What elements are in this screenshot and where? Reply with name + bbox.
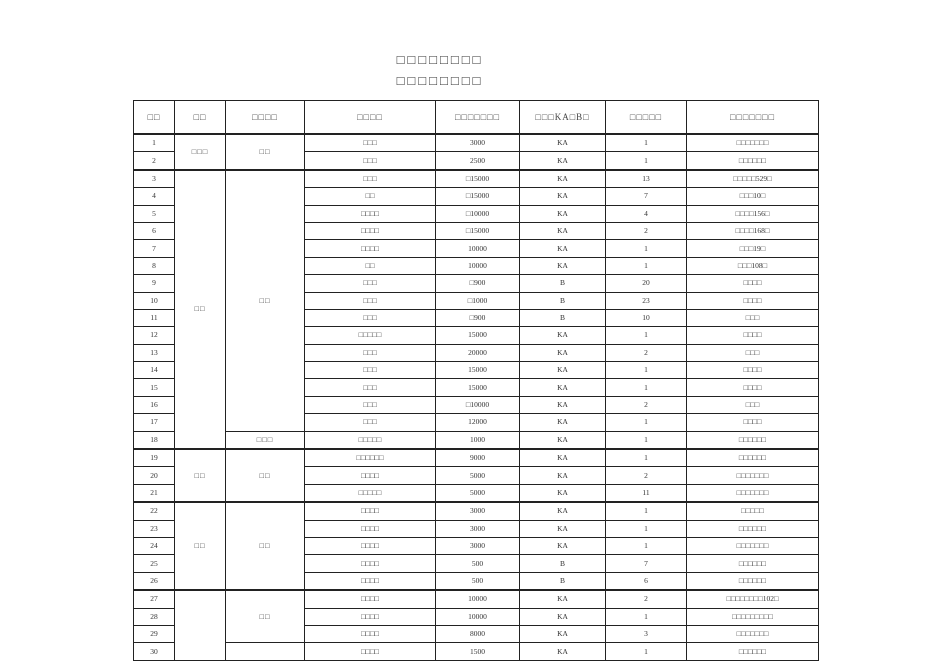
type-cell: □□ bbox=[226, 590, 305, 643]
name-cell: □□□□ bbox=[305, 537, 436, 554]
grade-cell: KA bbox=[520, 625, 606, 642]
note-cell: □□□□ bbox=[687, 362, 819, 379]
table-row bbox=[134, 134, 819, 152]
amount-cell: 9000 bbox=[436, 449, 520, 467]
table-row bbox=[134, 643, 819, 660]
name-cell: □□□□ bbox=[305, 643, 436, 660]
row-number-cell: 16 bbox=[134, 396, 175, 413]
table-row bbox=[134, 590, 819, 608]
count-cell: 4 bbox=[606, 205, 687, 222]
note-cell: □□□□□□ bbox=[687, 520, 819, 537]
amount-cell: 3000 bbox=[436, 520, 520, 537]
note-cell: □□□ bbox=[687, 396, 819, 413]
row-number-cell: 25 bbox=[134, 555, 175, 572]
region-cell: □□ bbox=[175, 502, 226, 590]
name-cell: □□□□ bbox=[305, 520, 436, 537]
note-cell: □□□□□ bbox=[687, 502, 819, 520]
amount-cell: □900 bbox=[436, 275, 520, 292]
row-number-cell: 29 bbox=[134, 625, 175, 642]
amount-cell: 1500 bbox=[436, 643, 520, 660]
grade-cell: B bbox=[520, 555, 606, 572]
grade-cell: KA bbox=[520, 152, 606, 170]
count-cell: 1 bbox=[606, 431, 687, 449]
note-cell: □□□□ bbox=[687, 379, 819, 396]
amount-cell: 3000 bbox=[436, 502, 520, 520]
note-cell: □□□19□ bbox=[687, 240, 819, 257]
grade-cell: KA bbox=[520, 590, 606, 608]
amount-cell: 5000 bbox=[436, 467, 520, 484]
count-cell: 20 bbox=[606, 275, 687, 292]
grade-cell: KA bbox=[520, 222, 606, 239]
row-number-cell: 30 bbox=[134, 643, 175, 660]
name-cell: □□□ bbox=[305, 309, 436, 326]
row-number-cell: 4 bbox=[134, 188, 175, 205]
count-cell: 1 bbox=[606, 152, 687, 170]
grade-cell: KA bbox=[520, 362, 606, 379]
row-number-cell: 19 bbox=[134, 449, 175, 467]
grade-cell: KA bbox=[520, 327, 606, 344]
region-cell: □□ bbox=[175, 170, 226, 449]
grade-cell: KA bbox=[520, 537, 606, 554]
count-cell: 6 bbox=[606, 572, 687, 590]
count-cell: 3 bbox=[606, 625, 687, 642]
amount-cell: 15000 bbox=[436, 379, 520, 396]
count-cell: 2 bbox=[606, 222, 687, 239]
name-cell: □□□ bbox=[305, 170, 436, 188]
amount-cell: □10000 bbox=[436, 205, 520, 222]
count-cell: 1 bbox=[606, 449, 687, 467]
region-cell: □□□ bbox=[175, 134, 226, 170]
note-cell: □□□□□□ bbox=[687, 152, 819, 170]
amount-cell: 10000 bbox=[436, 590, 520, 608]
row-number-cell: 2 bbox=[134, 152, 175, 170]
row-number-cell: 10 bbox=[134, 292, 175, 309]
grade-cell: KA bbox=[520, 344, 606, 361]
table-body bbox=[134, 134, 819, 660]
count-cell: 1 bbox=[606, 257, 687, 274]
table-row bbox=[134, 449, 819, 467]
row-number-cell: 6 bbox=[134, 222, 175, 239]
row-number-cell: 23 bbox=[134, 520, 175, 537]
grade-cell: KA bbox=[520, 257, 606, 274]
count-cell: 1 bbox=[606, 537, 687, 554]
note-cell: □□□□ bbox=[687, 275, 819, 292]
note-cell: □□□□ bbox=[687, 414, 819, 431]
amount-cell: 12000 bbox=[436, 414, 520, 431]
type-cell: □□□ bbox=[226, 431, 305, 449]
column-header: □□□□□ bbox=[606, 101, 687, 135]
row-number-cell: 1 bbox=[134, 134, 175, 152]
row-number-cell: 8 bbox=[134, 257, 175, 274]
count-cell: 1 bbox=[606, 608, 687, 625]
type-cell: □□ bbox=[226, 449, 305, 502]
row-number-cell: 28 bbox=[134, 608, 175, 625]
name-cell: □□ bbox=[305, 188, 436, 205]
type-cell: □□ bbox=[226, 502, 305, 590]
note-cell: □□□108□ bbox=[687, 257, 819, 274]
amount-cell: 20000 bbox=[436, 344, 520, 361]
name-cell: □□□□ bbox=[305, 240, 436, 257]
row-number-cell: 5 bbox=[134, 205, 175, 222]
column-header: □□□□ bbox=[226, 101, 305, 135]
table-header-row bbox=[134, 101, 819, 135]
count-cell: 1 bbox=[606, 414, 687, 431]
amount-cell: 10000 bbox=[436, 608, 520, 625]
note-cell: □□□□□□□ bbox=[687, 467, 819, 484]
grade-cell: KA bbox=[520, 502, 606, 520]
grade-cell: KA bbox=[520, 484, 606, 502]
count-cell: 1 bbox=[606, 134, 687, 152]
name-cell: □□□ bbox=[305, 362, 436, 379]
table-row bbox=[134, 431, 819, 449]
count-cell: 1 bbox=[606, 502, 687, 520]
name-cell: □□ bbox=[305, 257, 436, 274]
row-number-cell: 14 bbox=[134, 362, 175, 379]
name-cell: □□□□ bbox=[305, 608, 436, 625]
count-cell: 1 bbox=[606, 362, 687, 379]
count-cell: 7 bbox=[606, 188, 687, 205]
name-cell: □□□ bbox=[305, 379, 436, 396]
name-cell: □□□ bbox=[305, 275, 436, 292]
count-cell: 1 bbox=[606, 327, 687, 344]
column-header: □□ bbox=[134, 101, 175, 135]
grade-cell: KA bbox=[520, 134, 606, 152]
type-cell: □□ bbox=[226, 134, 305, 170]
row-number-cell: 18 bbox=[134, 431, 175, 449]
grade-cell: KA bbox=[520, 188, 606, 205]
count-cell: 2 bbox=[606, 467, 687, 484]
amount-cell: 500 bbox=[436, 555, 520, 572]
note-cell: □□□□□□□ bbox=[687, 134, 819, 152]
note-cell: □□□□□□ bbox=[687, 431, 819, 449]
name-cell: □□□□ bbox=[305, 590, 436, 608]
count-cell: 11 bbox=[606, 484, 687, 502]
column-header: □□□□□□□ bbox=[436, 101, 520, 135]
row-number-cell: 24 bbox=[134, 537, 175, 554]
column-header: □□□KA□B□ bbox=[520, 101, 606, 135]
name-cell: □□□ bbox=[305, 292, 436, 309]
note-cell: □□□□168□ bbox=[687, 222, 819, 239]
note-cell: □□□□□□□□102□ bbox=[687, 590, 819, 608]
column-header: □□ bbox=[175, 101, 226, 135]
amount-cell: □15000 bbox=[436, 188, 520, 205]
row-number-cell: 15 bbox=[134, 379, 175, 396]
grade-cell: B bbox=[520, 309, 606, 326]
region-cell bbox=[175, 590, 226, 660]
grade-cell: KA bbox=[520, 643, 606, 660]
row-number-cell: 22 bbox=[134, 502, 175, 520]
note-cell: □□□□□□□□□ bbox=[687, 608, 819, 625]
row-number-cell: 20 bbox=[134, 467, 175, 484]
amount-cell: 3000 bbox=[436, 134, 520, 152]
row-number-cell: 26 bbox=[134, 572, 175, 590]
name-cell: □□□ bbox=[305, 152, 436, 170]
note-cell: □□□10□ bbox=[687, 188, 819, 205]
name-cell: □□□□ bbox=[305, 555, 436, 572]
row-number-cell: 9 bbox=[134, 275, 175, 292]
row-number-cell: 17 bbox=[134, 414, 175, 431]
row-number-cell: 7 bbox=[134, 240, 175, 257]
name-cell: □□□□□ bbox=[305, 327, 436, 344]
type-cell: □□ bbox=[226, 170, 305, 431]
grade-cell: KA bbox=[520, 414, 606, 431]
grade-cell: B bbox=[520, 572, 606, 590]
name-cell: □□□□ bbox=[305, 205, 436, 222]
grade-cell: KA bbox=[520, 240, 606, 257]
grade-cell: KA bbox=[520, 205, 606, 222]
note-cell: □□□□156□ bbox=[687, 205, 819, 222]
grade-cell: KA bbox=[520, 396, 606, 413]
data-table bbox=[133, 100, 819, 661]
note-cell: □□□□□□□ bbox=[687, 625, 819, 642]
count-cell: 2 bbox=[606, 396, 687, 413]
row-number-cell: 3 bbox=[134, 170, 175, 188]
amount-cell: □15000 bbox=[436, 222, 520, 239]
name-cell: □□□□□ bbox=[305, 431, 436, 449]
amount-cell: 15000 bbox=[436, 327, 520, 344]
row-number-cell: 12 bbox=[134, 327, 175, 344]
note-cell: □□□□□□ bbox=[687, 449, 819, 467]
count-cell: 2 bbox=[606, 590, 687, 608]
amount-cell: 10000 bbox=[436, 240, 520, 257]
name-cell: □□□□□□ bbox=[305, 449, 436, 467]
note-cell: □□□□□□ bbox=[687, 555, 819, 572]
name-cell: □□□□ bbox=[305, 502, 436, 520]
count-cell: 23 bbox=[606, 292, 687, 309]
grade-cell: KA bbox=[520, 608, 606, 625]
grade-cell: KA bbox=[520, 449, 606, 467]
column-header: □□□□□□□ bbox=[687, 101, 819, 135]
amount-cell: 8000 bbox=[436, 625, 520, 642]
document-title: □□□□□□□□ bbox=[396, 52, 484, 67]
name-cell: □□□□ bbox=[305, 467, 436, 484]
note-cell: □□□□□□□ bbox=[687, 484, 819, 502]
region-cell: □□ bbox=[175, 449, 226, 502]
amount-cell: □1000 bbox=[436, 292, 520, 309]
amount-cell: 500 bbox=[436, 572, 520, 590]
count-cell: 10 bbox=[606, 309, 687, 326]
amount-cell: □10000 bbox=[436, 396, 520, 413]
row-number-cell: 21 bbox=[134, 484, 175, 502]
name-cell: □□□ bbox=[305, 134, 436, 152]
amount-cell: □15000 bbox=[436, 170, 520, 188]
amount-cell: 10000 bbox=[436, 257, 520, 274]
document-subtitle: □□□□□□□□ bbox=[396, 73, 484, 88]
grade-cell: KA bbox=[520, 379, 606, 396]
grade-cell: B bbox=[520, 275, 606, 292]
amount-cell: 15000 bbox=[436, 362, 520, 379]
name-cell: □□□□ bbox=[305, 625, 436, 642]
name-cell: □□□ bbox=[305, 396, 436, 413]
note-cell: □□□□□529□ bbox=[687, 170, 819, 188]
amount-cell: 2500 bbox=[436, 152, 520, 170]
table-row bbox=[134, 502, 819, 520]
count-cell: 1 bbox=[606, 643, 687, 660]
note-cell: □□□□□□ bbox=[687, 643, 819, 660]
amount-cell: 5000 bbox=[436, 484, 520, 502]
name-cell: □□□□□ bbox=[305, 484, 436, 502]
note-cell: □□□□□□□ bbox=[687, 537, 819, 554]
count-cell: 1 bbox=[606, 379, 687, 396]
count-cell: 13 bbox=[606, 170, 687, 188]
grade-cell: KA bbox=[520, 467, 606, 484]
note-cell: □□□□□□ bbox=[687, 572, 819, 590]
name-cell: □□□□ bbox=[305, 222, 436, 239]
note-cell: □□□□ bbox=[687, 292, 819, 309]
name-cell: □□□□ bbox=[305, 572, 436, 590]
name-cell: □□□ bbox=[305, 344, 436, 361]
row-number-cell: 13 bbox=[134, 344, 175, 361]
column-header: □□□□ bbox=[305, 101, 436, 135]
count-cell: 7 bbox=[606, 555, 687, 572]
count-cell: 1 bbox=[606, 240, 687, 257]
grade-cell: B bbox=[520, 292, 606, 309]
type-cell bbox=[226, 643, 305, 660]
note-cell: □□□ bbox=[687, 344, 819, 361]
count-cell: 2 bbox=[606, 344, 687, 361]
table-row bbox=[134, 170, 819, 188]
name-cell: □□□ bbox=[305, 414, 436, 431]
row-number-cell: 11 bbox=[134, 309, 175, 326]
grade-cell: KA bbox=[520, 170, 606, 188]
grade-cell: KA bbox=[520, 520, 606, 537]
amount-cell: 3000 bbox=[436, 537, 520, 554]
grade-cell: KA bbox=[520, 431, 606, 449]
amount-cell: □900 bbox=[436, 309, 520, 326]
amount-cell: 1000 bbox=[436, 431, 520, 449]
row-number-cell: 27 bbox=[134, 590, 175, 608]
note-cell: □□□□ bbox=[687, 327, 819, 344]
count-cell: 1 bbox=[606, 520, 687, 537]
note-cell: □□□ bbox=[687, 309, 819, 326]
